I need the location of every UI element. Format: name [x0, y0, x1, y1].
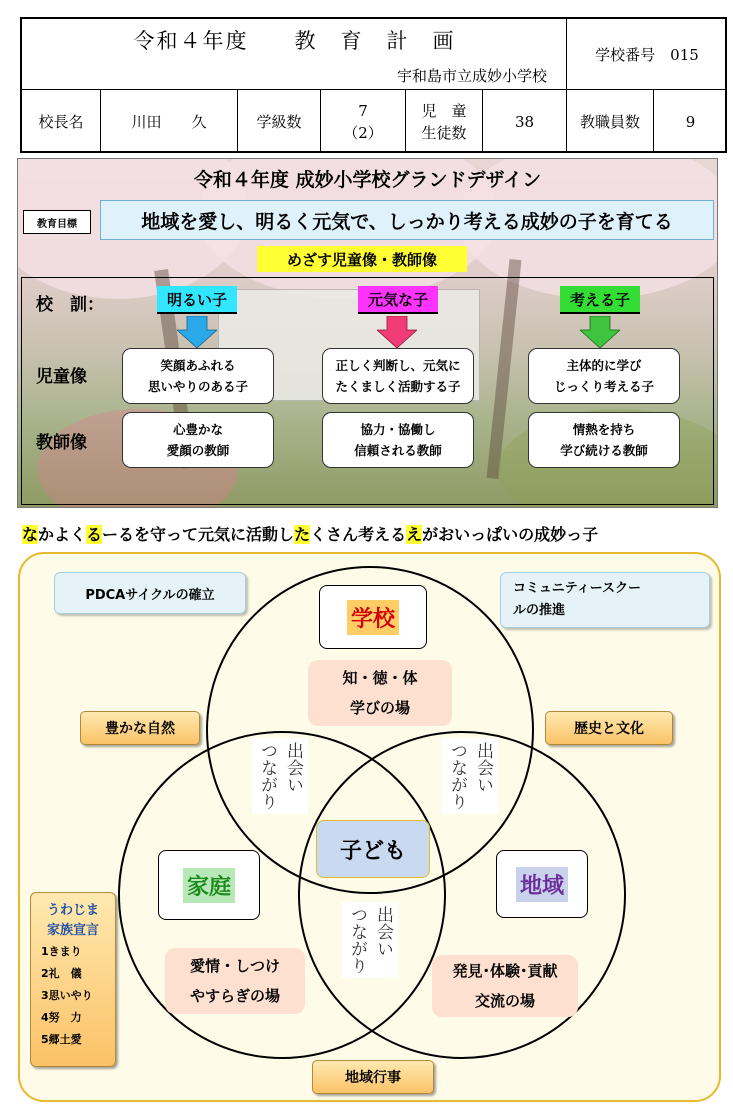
home-label: 家庭: [183, 868, 235, 903]
connection-text-school-region: [442, 738, 498, 814]
declaration-item: 2礼 儀: [41, 967, 82, 980]
plan-title: 令和４年度 教 育 計 画: [133, 29, 456, 53]
connection-line: つながり: [347, 906, 367, 974]
staff-count: 9: [685, 112, 696, 131]
child-image-line: 笑顔あふれる: [160, 358, 236, 373]
connection-line: 出会い: [283, 742, 303, 793]
class-count-value: 7: [358, 101, 368, 120]
student-count: 38: [514, 112, 535, 131]
connection-line: 出会い: [373, 906, 393, 957]
motto-label: 校 訓：: [36, 295, 104, 315]
region-values-line: 発見･体験･貢献: [452, 962, 558, 980]
slogan-highlight: た: [294, 525, 311, 544]
teacher-image-label: 教師像: [36, 433, 87, 453]
nature-label: 豊かな自然: [80, 711, 200, 745]
goal-tag: 教育目標: [23, 210, 91, 234]
declaration-title-line: 家族宣言: [46, 923, 99, 938]
connection-text-home-region: [342, 902, 398, 978]
home-box: [158, 850, 260, 920]
connection-line: つながり: [257, 742, 277, 810]
family-declaration: [30, 892, 116, 1067]
history-culture-label: 歴史と文化: [545, 711, 673, 745]
declaration-title: [39, 901, 107, 941]
declaration-item: 1きまり: [41, 945, 82, 958]
child-image-line: 思いやりのある子: [147, 379, 248, 394]
community-event-label: 地域行事: [312, 1060, 434, 1094]
declaration-item: 3思いやり: [41, 989, 93, 1002]
slogan-text: がおいっぱいの成妙っ子: [422, 525, 599, 544]
school-box: [319, 585, 427, 649]
region-values: [432, 955, 578, 1017]
school-values: [308, 660, 452, 726]
ideal-image-heading: めざす児童像・教師像: [257, 246, 467, 272]
school-label: 学校: [347, 600, 399, 635]
school-number: 学校番号 015: [595, 45, 699, 64]
community-school-label: [500, 572, 710, 628]
pdca-label: PDCAサイクルの確立: [54, 572, 246, 614]
region-values-line: 交流の場: [474, 992, 535, 1010]
class-count-label: 学級数: [256, 113, 302, 131]
declaration-item: 4努 力: [41, 1011, 82, 1024]
slogan-text: ーるを守って元気に活動し: [102, 525, 295, 544]
educational-goal: 地域を愛し、明るく元気で、しっかり考える成妙の子を育てる: [100, 200, 714, 240]
region-box: [496, 850, 588, 918]
motto-genki: 元気な子: [358, 286, 438, 314]
slogan-highlight: え: [406, 525, 423, 544]
child-image-line: 正しく判断し、元気に: [335, 358, 461, 373]
child-image-label: 児童像: [36, 367, 87, 387]
slogan-text: かよく: [38, 525, 87, 544]
motto-kangaeru: 考える子: [560, 286, 640, 314]
student-label-line2: 生徒数: [421, 123, 467, 142]
child-center: 子ども: [316, 820, 430, 878]
teacher-image-line: 愛顔の教師: [166, 443, 230, 458]
student-label-line1: 児 童: [421, 101, 467, 120]
motto-akarui: 明るい子: [157, 286, 237, 314]
region-label: 地域: [516, 867, 568, 902]
community-line: ルの推進: [513, 603, 566, 618]
teacher-image-line: 協力・協働し: [360, 422, 436, 437]
design-title: 令和４年度 成妙小学校グランドデザイン: [193, 169, 542, 191]
school-values-line: 学びの場: [349, 699, 410, 717]
staff-count-label: 教職員数: [579, 113, 640, 131]
school-values-line: 知・徳・体: [342, 669, 418, 687]
child-image-line: じっくり考える子: [553, 379, 654, 394]
child-image-line: 主体的に学び: [566, 358, 642, 373]
declaration-title-line: うわじま: [46, 903, 99, 918]
class-count-special: （2）: [343, 123, 383, 142]
teacher-image-line: 心豊かな: [172, 422, 223, 437]
connection-line: 出会い: [473, 742, 493, 793]
slogan-text: くさん考える: [310, 525, 407, 544]
slogan-highlight: な: [22, 525, 39, 544]
teacher-image-line: 信頼される教師: [354, 443, 442, 458]
home-values-line: やすらぎの場: [189, 987, 280, 1005]
connection-line: つながり: [447, 742, 467, 810]
home-values-line: 愛情・しつけ: [189, 957, 280, 975]
community-line: コミュニティースクー: [513, 581, 642, 596]
declaration-item: 5郷土愛: [41, 1033, 82, 1046]
teacher-image-line: 学び続ける教師: [560, 443, 648, 458]
home-values: [165, 948, 305, 1014]
teacher-image-line: 情熱を持ち: [572, 422, 636, 437]
principal-name: 川田 久: [131, 113, 207, 131]
slogan-highlight: る: [86, 525, 103, 544]
connection-text-school-home: [252, 738, 308, 814]
principal-label: 校長名: [38, 113, 84, 131]
school-name: 宇和島市立成妙小学校: [396, 67, 547, 85]
child-image-line: たくましく活動する子: [335, 379, 461, 394]
